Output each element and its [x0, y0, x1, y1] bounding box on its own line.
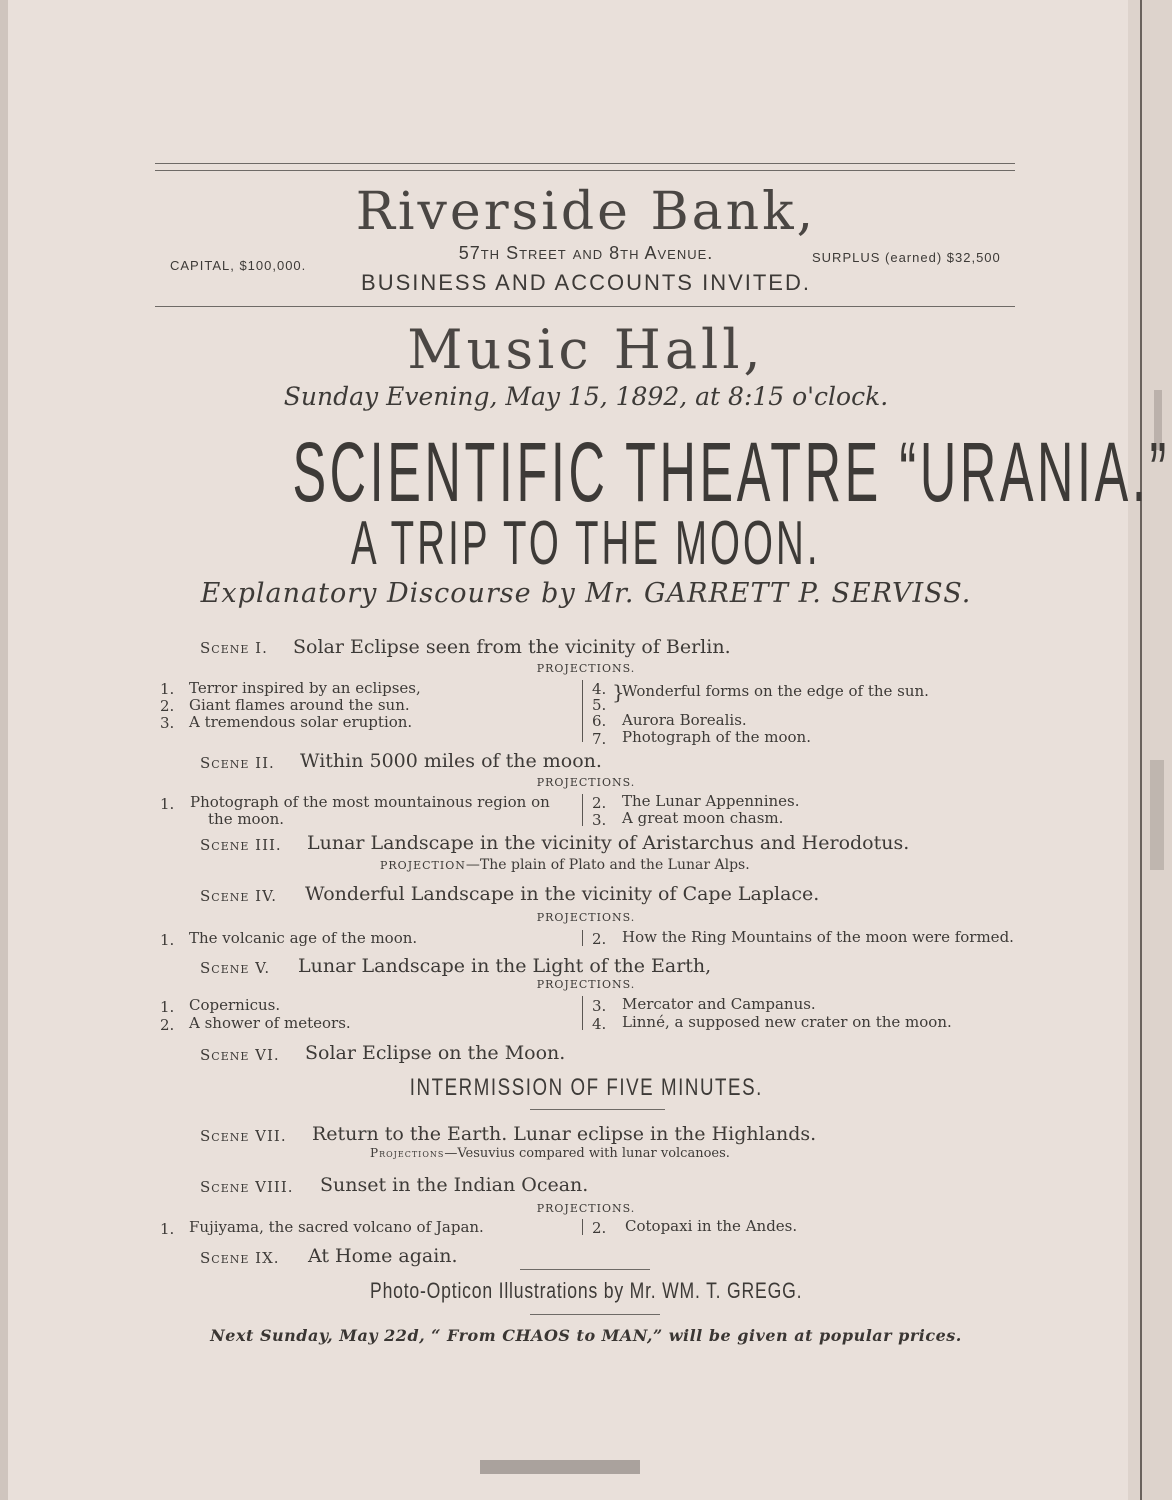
scene-7-title: Return to the Earth. Lunar eclipse in the Highlands. [312, 1123, 817, 1145]
s1-num-6: 6. [592, 712, 607, 730]
s5-item-3: Mercator and Campanus. [622, 995, 816, 1013]
bank-rule [155, 306, 1015, 307]
s5-item-4: Linné, a supposed new crater on the moon. [622, 1013, 952, 1031]
s1-item-2: Giant flames around the sun. [189, 696, 410, 714]
s1-item-4: Wonderful forms on the edge of the sun. [622, 682, 929, 700]
scene-4-title: Wonderful Landscape in the vicinity of Cape Laplace. [305, 883, 820, 905]
top-rule [155, 163, 1015, 164]
scene-8-label: Scene VIII. [200, 1178, 294, 1196]
scene-3-projection-text: —The plain of Plato and the Lunar Alps. [465, 857, 750, 873]
show-title-wrap [0, 424, 1172, 519]
scene-9-title: At Home again. [308, 1245, 458, 1267]
s2-divider [582, 794, 583, 826]
s5-num-1: 1. [160, 998, 175, 1016]
s1-num-7: 7. [592, 730, 607, 748]
s8-item-2: Cotopaxi in the Andes. [625, 1217, 798, 1235]
scene-6-label: Scene VI. [200, 1046, 280, 1064]
s4-item-1: The volcanic age of the moon. [189, 929, 418, 947]
scene-2-projections: PROJECTIONS. [536, 776, 636, 789]
scene-2-title: Within 5000 miles of the moon. [300, 750, 602, 772]
scene-5-label: Scene V. [200, 959, 271, 977]
s1-num-3: 3. [160, 714, 175, 732]
show-subtitle: A TRIP TO THE MOON. [351, 509, 821, 578]
s1-divider [582, 680, 583, 742]
s4-num-1: 1. [160, 931, 175, 949]
s4-num-2: 2. [592, 930, 607, 948]
scene-3-projection-label: PROJECTION [380, 859, 466, 872]
discourse-line: Explanatory Discourse by Mr. GARRETT P. SERVISS. [200, 578, 972, 609]
scene-4-label: Scene IV. [200, 887, 278, 905]
bank-name: Riverside Bank, [355, 182, 817, 242]
s2-num-2: 2. [592, 794, 607, 812]
venue-name: Music Hall, [407, 318, 765, 381]
credits-wrap [0, 1278, 1172, 1312]
scene-4-projections: PROJECTIONS. [536, 911, 636, 924]
s2-item-3: A great moon chasm. [622, 809, 784, 827]
s1-item-1: Terror inspired by an eclipses, [189, 679, 421, 697]
scene-6-title: Solar Eclipse on the Moon. [305, 1042, 566, 1064]
s2-num-3: 3. [592, 811, 607, 829]
scene-2-label: Scene II. [200, 754, 275, 772]
scene-5-title: Lunar Landscape in the Light of the Earth, [298, 955, 712, 977]
intermission-rule [530, 1109, 665, 1110]
show-title: SCIENTIFIC THEATRE “URANIA.” [292, 425, 1170, 519]
scene-1-label: Scene I. [200, 639, 268, 657]
s1-num-1: 1. [160, 680, 175, 698]
s5-item-1: Copernicus. [189, 996, 281, 1014]
scene-7-projection [370, 1146, 730, 1161]
bank-slogan: BUSINESS AND ACCOUNTS INVITED. [361, 270, 811, 295]
s1-item-7: Photograph of the moon. [622, 728, 811, 746]
s8-num-1: 1. [160, 1220, 175, 1238]
intermission: INTERMISSION OF FIVE MINUTES. [409, 1074, 763, 1101]
s1-brace: } [612, 680, 625, 704]
scene-7-projection-text: —Vesuvius compared with lunar volcanoes. [444, 1146, 730, 1161]
s4-item-2: How the Ring Mountains of the moon were formed. [622, 928, 1014, 946]
s2-num-1: 1. [160, 795, 175, 813]
s8-num-2: 2. [592, 1219, 607, 1237]
scene-9-rule [520, 1269, 650, 1270]
s8-divider [582, 1219, 583, 1235]
next-sunday-notice: Next Sunday, May 22d, “ From CHAOS to MAN,” will be given at popular prices. [210, 1326, 962, 1345]
s1-num-5: 5. [592, 696, 607, 714]
scene-3-label: Scene III. [200, 836, 282, 854]
scene-1-projections: PROJECTIONS. [536, 662, 636, 675]
s1-num-2: 2. [160, 697, 175, 715]
s2-item-1a: Photograph of the most mountainous region on [190, 793, 550, 811]
s5-num-3: 3. [592, 997, 607, 1015]
s4-divider [582, 930, 583, 946]
scene-7-label: Scene VII. [200, 1127, 287, 1145]
bank-address: 57th Street and 8th Avenue. [458, 243, 714, 263]
s8-item-1: Fujiyama, the sacred volcano of Japan. [189, 1218, 484, 1236]
scene-7-projection-label: Projections [370, 1146, 445, 1160]
s1-item-6: Aurora Borealis. [622, 711, 747, 729]
credits: Photo-Opticon Illustrations by Mr. WM. T. GREGG. [369, 1278, 803, 1303]
s1-num-4: 4. [592, 680, 607, 698]
scene-5-projections: PROJECTIONS. [536, 978, 636, 991]
scene-9-label: Scene IX. [200, 1249, 280, 1267]
s2-item-2: The Lunar Appennines. [622, 792, 800, 810]
scene-3-title: Lunar Landscape in the vicinity of Aristarchus and Herodotus. [307, 832, 910, 854]
scene-8-projections: PROJECTIONS. [536, 1202, 636, 1215]
scene-3-projection [380, 857, 750, 873]
page-tear [480, 1460, 640, 1474]
top-rule [155, 170, 1015, 171]
s5-item-2: A shower of meteors. [189, 1014, 351, 1032]
bank-surplus: SURPLUS (earned) $32,500 [812, 250, 1001, 265]
scene-8-title: Sunset in the Indian Ocean. [320, 1174, 589, 1196]
s5-divider [582, 996, 583, 1030]
show-subtitle-wrap [0, 508, 1172, 578]
bank-capital: CAPITAL, $100,000. [170, 258, 307, 273]
scene-1-title: Solar Eclipse seen from the vicinity of Berlin. [293, 636, 731, 658]
s1-item-3: A tremendous solar eruption. [189, 713, 413, 731]
s2-item-1b: the moon. [208, 810, 285, 828]
credits-rule [530, 1314, 660, 1315]
venue-date: Sunday Evening, May 15, 1892, at 8:15 o'clock. [283, 382, 889, 411]
s5-num-4: 4. [592, 1015, 607, 1033]
intermission-wrap [0, 1074, 1172, 1108]
s5-num-2: 2. [160, 1016, 175, 1034]
